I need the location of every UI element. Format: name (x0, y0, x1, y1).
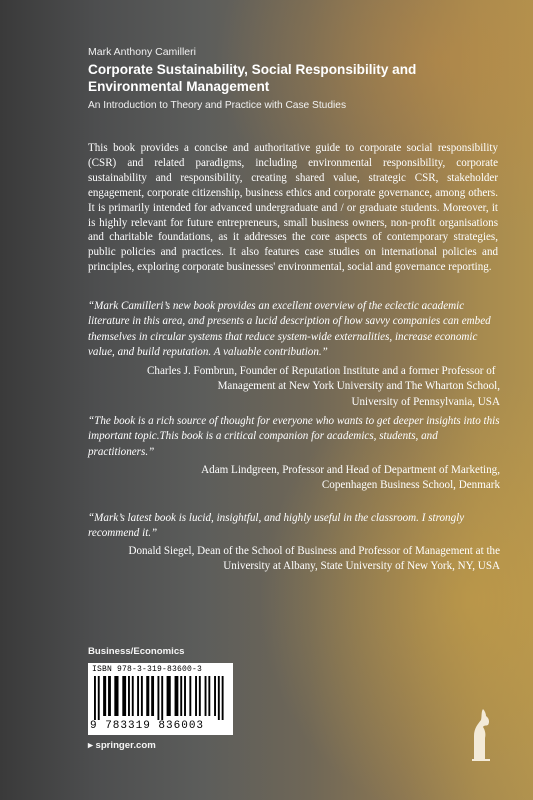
publisher-link[interactable]: ▸ springer.com (88, 740, 156, 751)
barcode-bar (122, 676, 126, 716)
barcode-bar (151, 676, 154, 716)
barcode-bar (108, 676, 111, 716)
barcode-bar (218, 676, 220, 720)
barcode-bar (157, 676, 159, 720)
author-name: Mark Anthony Camilleri (88, 46, 196, 58)
barcode-bar (103, 676, 106, 716)
attribution-line: Donald Siegel, Dean of the School of Business and Professor of Management at the (128, 545, 500, 557)
isbn-label: ISBN 978-3-319-83600-3 (92, 665, 203, 674)
attribution-line: University of Pennsylvania, USA (351, 395, 500, 408)
barcode-bar (208, 676, 210, 716)
barcode-bar (205, 676, 207, 716)
book-subtitle: An Introduction to Theory and Practice with Case Studies (88, 100, 347, 111)
attribution-line: Management at New York University and The Wharton School, (217, 380, 500, 393)
barcode-bar (137, 676, 139, 716)
barcode-bar (128, 676, 130, 716)
isbn-digits: 9 783319 836003 (90, 720, 205, 732)
barcode-bar (214, 676, 216, 716)
barcode-bar (141, 676, 143, 716)
endorsement-quote-3: “Mark’s latest book is lucid, insightful, and highly useful in the classroom. I strongly recommend it.” (88, 512, 465, 540)
subject-category: Business/Economics (88, 646, 185, 657)
book-title: Corporate Sustainability, Social Responsibility and Environmental Management (88, 62, 417, 94)
attribution-line: Adam Lindgreen, Professor and Head of Department of Marketing, (201, 464, 500, 476)
barcode-bar (180, 676, 182, 716)
barcode-bar (98, 676, 100, 720)
barcode-bar (222, 676, 224, 720)
barcode-bar (132, 676, 134, 716)
endorsement-attribution-1 (88, 364, 500, 410)
attribution-line: Copenhagen Business School, Denmark (321, 479, 500, 492)
barcode-bar (161, 676, 163, 720)
barcode-bar (167, 676, 171, 716)
barcode-bars (92, 676, 229, 720)
endorsement-attribution-3 (88, 544, 500, 575)
barcode-bar (94, 676, 96, 720)
barcode-bar (175, 676, 179, 716)
barcode-bar (189, 676, 191, 716)
isbn-barcode (88, 663, 233, 735)
barcode-bar (195, 676, 197, 716)
endorsement-quote-1: “Mark Camilleri’s new book provides an excellent overview of the eclectic academic literature in this area, and presents a lucid description of how savvy companies can embed themselves in circular systems that reduce system-wide externalities, increase economic value, and build reputation. A valuable contribution.” (88, 300, 491, 359)
barcode-bar (146, 676, 149, 716)
barcode-bar (184, 676, 186, 716)
attribution-line: Charles J. Fombrun, Founder of Reputation Institute and a former Professor of (147, 365, 496, 377)
endorsement-quote-2: “The book is a rich source of thought for everyone who wants to get deeper insights into this important topic.This book is a critical companion for academics, students, and practitioners.” (88, 415, 500, 458)
springer-horse-logo-icon (468, 706, 494, 762)
attribution-line: University at Albany, State University of New York, NY, USA (223, 560, 500, 573)
barcode-bar (114, 676, 118, 716)
book-description: This book provides a concise and authoritative guide to corporate social responsibility (CSR) and related paradigms, including environmental responsibility, corporate sustainability and responsibility, creating shared value, strategic CSR, stakeholder engagement, corporate citizenship, business ethics and corporate governance, among others. It is primarily intended for advanced undergraduate and / or graduate students. Moreover, it is highly relevant for future entrepreneurs, small business owners, non-profit organisations and charitable foundations, as it addresses the core aspects of contemporary strategies, public policies and practices. It also features case studies on international policies and principles, exploring corporate businesses' environmental, social and governance reporting. (88, 142, 498, 274)
barcode-bar (199, 676, 201, 716)
endorsement-attribution-2 (88, 463, 500, 494)
